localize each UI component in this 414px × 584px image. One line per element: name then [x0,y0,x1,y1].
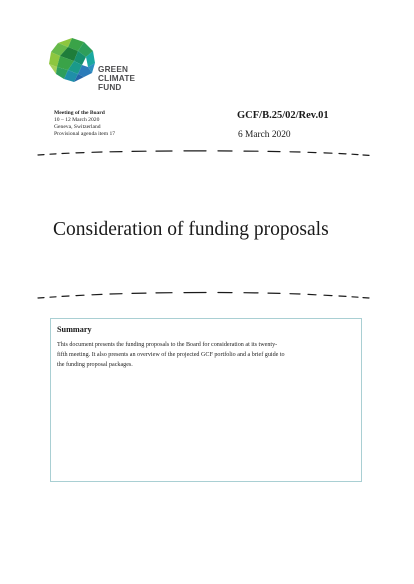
globe-logo-icon [48,37,96,83]
gcf-logo [48,37,136,97]
logo-wordmark [98,65,135,92]
bottom-divider [36,289,372,301]
logo-line-fund: FUND [98,83,122,92]
document-date: 6 March 2020 [238,130,291,140]
meeting-location: Geneva, Switzerland [54,124,101,130]
meeting-info [54,110,115,138]
summary-heading: Summary [57,325,92,334]
meeting-agenda-item: Provisional agenda item 17 [54,131,116,137]
summary-box [50,318,362,482]
summary-line: This document presents the funding proposals to the Board for consideration at its twenty- [57,342,278,348]
logo-line-climate: CLIMATE [98,74,136,83]
meeting-dates: 10 – 12 March 2020 [54,117,100,123]
document-reference: GCF/B.25/02/Rev.01 [237,110,329,121]
document-title: Consideration of funding proposals [53,219,329,240]
summary-text [57,340,355,370]
summary-line: fifth meeting. It also presents an overview of the projected GCF portfolio and a brief guide to [57,352,285,358]
logo-line-green: GREEN [98,65,129,74]
top-divider [36,147,372,159]
summary-line: the funding proposal packages. [57,362,133,368]
meeting-title: Meeting of the Board [54,110,105,116]
